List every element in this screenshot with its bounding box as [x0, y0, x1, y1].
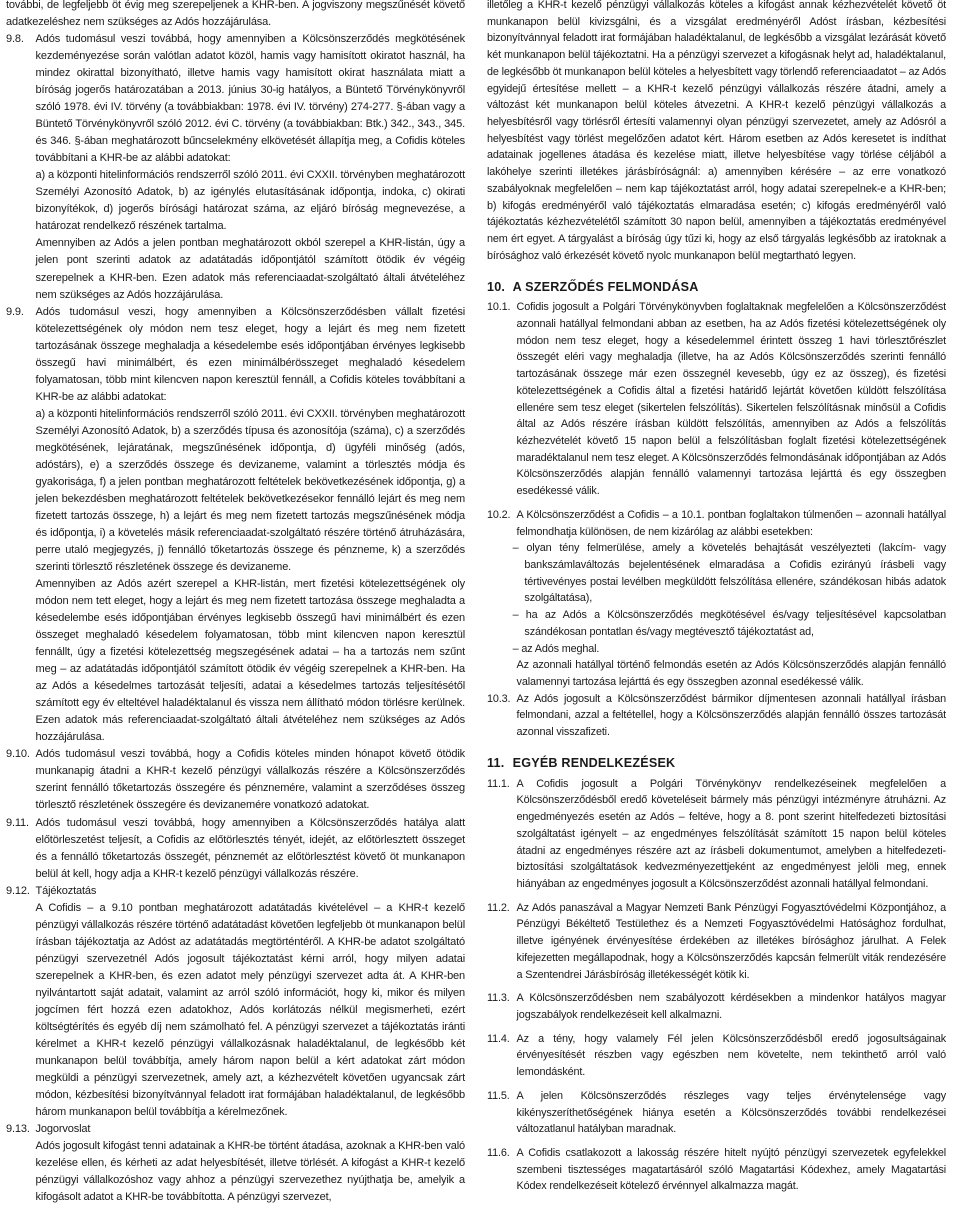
clause-text: A Kölcsönszerződést a Cofidis – a 10.1. pontban foglaltakon túlmenően – azonnali hatállyal felmondhatja különösen, de nem kizárólag az alábbi esetekben:: [516, 508, 947, 538]
right-column: [487, 0, 946, 1195]
clause-number: 10.2.: [487, 508, 511, 521]
clause-text: A Cofidis csatlakozott a lakosság részére hitelt nyújtó pénzügyi szervezetek egyfelekkel szembeni tisztességes magatartásáról szóló Magatartási Kódexhez, amely Magatartási Kódex rendelkezéseit kötelező érvénnyel alkalmazza magát.: [516, 1147, 947, 1193]
clause-11-3: [487, 990, 946, 1023]
clause-title: Jogorvoslat: [35, 1123, 91, 1136]
clause-text: Az a tény, hogy valamely Fél jelen Kölcsönszerződésből eredő jogosultságainak érvényesítését részben vagy egészben nem követelte, nem tekinthető arról való lemondásként.: [516, 1032, 947, 1079]
section-number: 11.: [487, 754, 505, 770]
clause-text: Az Adós panaszával a Magyar Nemzeti Bank Pénzügyi Fogyasztóvédelmi Központjához, a Pénzügyi Békéltető Testülethez és a Nemzeti Fogyasztóvédelmi Hatósághoz fordulhat, illetve igényének érvényesítése érdekében az illetékes bírósághoz járulhat. A Felek kifejezetten megállapodnak, hogy a Kölcsönszerződés kapcsán felmerült viták rendezésére a Szentendrei Járásbíróság illetékességét kötik ki.: [516, 901, 947, 981]
clause-number: 11.4.: [487, 1032, 510, 1045]
clause-title: Tájékoztatás: [35, 884, 97, 897]
section-heading-10: [487, 279, 946, 296]
clause-text: Adós tudomásul veszi továbbá, hogy amennyiben a Kölcsönszerződés megkötésének kezdeményezése során valótlan adatot közöl, hamis vagy hamisított okiratot használ, ha mindez okirattal bizonyítható, illetve hamis vagy hamisított okirat használata miatt a bíróság jogerős határozatában a 2013. június 30-ig hatályos, a Büntető Törvénykönyvről szóló 1978. évi IV. törvény (a továbbiakban: 1978. évi IV. törvény) 274-277. §-ában vagy a Büntető Törvénykönyvről szóló 2012. évi C. törvény (a továbbiakban: Btk.) 342., 343., 345. és 346. §-ában meghatározott bűncselekmény elkövetését állapítja meg, a Cofidis köteles továbbítani a KHR-be az alábbi adatokat:: [35, 33, 466, 165]
clause-9-10: [6, 746, 465, 814]
clause-text: A Kölcsönszerződésben nem szabályozott kérdésekben a mindenkor hatályos magyar jogszabályok rendelkezéseit kell alkalmazni.: [516, 992, 947, 1021]
clause-text: Adós tudomásul veszi továbbá, hogy a Cofidis köteles minden hónapot követő ötödik munkanapig átadni a KHR-t kezelő pénzügyi vállalkozás részére a Kölcsönszerződés szerint fennálló tőketartozás összegére és pénznemére, valamint a szerződéses összeg törlesztő részletének összegére és devizanemére vonatkozó adatokat.: [35, 748, 466, 812]
clause-11-6: [487, 1145, 946, 1195]
clause-text: Adós tudomásul veszi, hogy amennyiben a Kölcsönszerződésben vállalt fizetési kötelezettségének oly módon nem tesz eleget, hogy a lejárt és meg nem fizetett tartozásának összege meghaladja a késedelembe esés időpontjában érvényes legkisebb összegű havi minimálbért, és ezen minimálbérösszeget meghaladó késedelem folyamatosan, több mint kilencven napon keresztül fennáll, a Cofidis köteles továbbítani a KHR-be az alábbi adatokat:: [35, 305, 466, 403]
left-column: [6, 0, 465, 1206]
clause-9-13: [6, 1121, 465, 1206]
clause-text: A jelen Kölcsönszerződés részleges vagy teljes érvénytelensége vagy kikényszeríthetőségének hiánya esetén a Kölcsönszerződés további rendelkezései változatlanul hatályban maradnak.: [516, 1089, 947, 1136]
clause-9-12: [6, 883, 465, 1121]
clause-text: A Cofidis jogosult a Polgári Törvénykönyv rendelkezéseinek megfelelően a Kölcsönszerződésből eredő követeléseit bármely más pénzügyi intézményre átruházni. Az engedményezés esetén az Adós – feltéve, hogy a 8. pont szerint hitelfedezeti biztosítási szolgáltatást igényelt – az engedményes felszólítását számított 15 napon belül köteles átadni az engedményes részére azt az írásbeli dokumentumot, amelyben a hitelfedezeti-biztosítási szolgáltatások kedvezményezettjeként az engedményest jelöli meg, ennek hiányában az engedményes jogosult a Kölcsönszerződést azonnali hatállyal felmondani.: [516, 777, 947, 890]
section-title: A SZERZŐDÉS FELMONDÁSA: [512, 278, 699, 294]
clause-number: 9.9.: [6, 305, 24, 318]
clause-text: Cofidis jogosult a Polgári Törvénykönyvben foglaltaknak megfelelően a Kölcsönszerződést azonnali hatállyal felmondani abban az esetben, ha az Adós fizetési kötelezettségének oly módon nem tesz eleget, hogy a késedelemmel érintett összeg 1 havi törlesztőrészlet összegét eléri vagy meghaladja (illetve, ha az Adós Kölcsönszerződés szerinti fennálló tartozásának összege már ezen összegnél kevesebb, úgy ez az összeg), és fizetési kötelezettségének a Cofidis által a fizetési határidő lejártát követően küldött felszólítása ellenére sem tesz eleget (sikertelen felszólítás). Sikertelen felszólításnak minősül a Cofidis által az Adós részére írásban küldött felszólítás, amennyiben az Adós a felszólítás kézhezvételét követő 15 napon belül a felszólításban foglalt fizetési kötelezettségének maradéktalanul nem tesz eleget. A Kölcsönszerződés felmondásának időpontjában az Adós Kölcsönszerződés alapján fennálló valamennyi tartozása lejárttá és egy összegben esedékessé válik.: [516, 301, 947, 498]
section-title: EGYÉB RENDELKEZÉSEK: [512, 754, 676, 770]
clause-10-1: [487, 299, 946, 500]
clause-11-1: [487, 776, 946, 893]
clause-9-9: [6, 304, 465, 747]
clause-number: 11.6.: [487, 1147, 510, 1159]
clause-text-a: a) a központi hitelinformációs rendszerről szóló 2011. évi CXXII. törvényben meghatározott Személyi Azonosító Adatok, b) az igénylés elutasításának időpontja, indoka, c) okirati bizonyítékok, d) jogerős bírósági határozat száma, az eljáró bíróság megnevezése, a határozat rendelkező részének tartalma.: [35, 169, 466, 233]
clause-number: 11.1.: [487, 777, 510, 790]
clause-number: 11.3.: [487, 992, 510, 1005]
clause-number: 9.10.: [6, 748, 30, 761]
right-continuation-paragraph: illetőleg a KHR-t kezelő pénzügyi vállalkozás köteles a kifogást annak kézhezvételét követő öt munkanapon belül kivizsgálni, és a vizsgálat eredményéről Adóst írásban, kézbesítési bizonyítvánnyal feladott irat formájában haladéktalanul, de legkésőbb a vizsgálat lezárását követő két munkanapon belül tájékoztatni. Ha a pénzügyi szervezet a kifogásnak helyt ad, haladéktalanul, de legkésőbb öt munkanapon belül köteles a helyesbített vagy törlendő referenciaadatot – az Adós egyidejű értesítése mellett – a KHR-t kezelő pénzügyi vállalkozás részére átadni, amely a változást két munkanapon belül köteles átvezetni. A KHR-t kezelő pénzügyi vállalkozás a helyesbítésről vagy törlésről értesíti valamennyi olyan pénzügyi szervezetet, amely az Adósról a helyesbítést vagy törlést megelőzően adatot kért. Három esetben az Adós keresetet is indíthat adatainak jogellenes átadása és kezelése miatt, illetve helyesbítése vagy törlése céljából a lakóhelye szerinti illetékes járásbíróságnál: a) amennyiben kérésére – az erre vonatkozó szabályoknak megfelelően – nem kap tájékoztatást arról, hogy adatai szerepelnek-e a KHR-ben; b) kifogás eredményéről való tájékoztatás elmaradása esetén; c) kifogás eredményéről való tájékoztatás kézhezvételétől számított 30 napon belül, amennyiben a tájékoztatás eredményével nem ért egyet. A tárgyalást a bíróság úgy tűzi ki, hogy az első tárgyalás legkésőbb az iratoknak a bírósághoz való érkezését követő nyolc munkanapon belül megtartható legyen.: [487, 0, 947, 262]
clause-10-2: [487, 507, 946, 540]
clause-number: 11.5.: [487, 1089, 510, 1102]
section-number: 10.: [487, 278, 506, 294]
clause-number: 9.8.: [6, 33, 24, 46]
clause-text-b: Amennyiben az Adós a jelen pontban meghatározott okból szerepel a KHR-listán, úgy a jelen pont szerinti adatok az adatátadás időpontjától számított ötödik év végéig szerepelnek a KHR-ben. Ezen adatok más referenciaadat-szolgáltató általi átvételéhez nem szükséges az Adós hozzájárulása.: [35, 237, 466, 301]
list-item: – olyan tény felmerülése, amely a követelés behajtását veszélyezteti (lakcím- vagy bankszámlaváltozás bejelentésének elmaradása a Cofidis ezirányú írásbeli vagy tértivevényes postai levélben megküldött felszólítása ellenére, szándékosan hibás adatok szolgáltatása),: [512, 542, 947, 605]
clause-9-11: [6, 815, 465, 883]
list-item: – ha az Adós a Kölcsönszerződés megkötésével és/vagy teljesítésével kapcsolatban szándékosan pontatlan és/vagy megtévesztő tájékoztatást ad,: [512, 609, 947, 638]
clause-11-2: [487, 900, 946, 984]
left-continuation-paragraph: további, de legfeljebb öt évig meg szerepeljenek a KHR-ben. A jogviszony megszűnését követő adatkezeléshez nem szükséges az Adós hozzájárulása.: [6, 0, 466, 29]
clause-11-5: [487, 1088, 946, 1138]
clause-text-b: Amennyiben az Adós azért szerepel a KHR-listán, mert fizetési kötelezettségének oly módon nem tett eleget, hogy a lejárt és meg nem fizetett tartozása összege meghaladta a késedelembe esés időpontjában érvényes legkisebb összegű havi minimálbért és ezen összeget meghaladó késedelem folyamatosan, több mint kilencven napon keresztül fennállt, úgy a fizetési kötelezettség megszegésének adatai – ha a tartozás nem szűnt meg – az adatátadás időpontjától számított ötödik év végéig szerepelnek a KHR-ben. Ha az Adós a késedelmes tartozását teljesíti, adatai a késedelmes tartozás teljesítésétől számított egy év elteltével haladéktalanul és vissza nem állítható módon törlésre kerülnek. Ezen adatok más referenciaadat-szolgáltató általi átvételéhez nem szükséges az Adós hozzájárulása.: [35, 578, 466, 744]
clause-number: 10.1.: [487, 301, 511, 314]
clause-number: 9.11.: [6, 816, 29, 829]
section-heading-11: [487, 755, 946, 772]
clause-number: 9.12.: [6, 884, 30, 897]
clause-number: 9.13.: [6, 1123, 30, 1136]
clause-text-b: Az azonnali hatállyal történő felmondás esetén az Adós Kölcsönszerződés alapján fennálló valamennyi tartozása lejárttá és egy összegben azonnal esedékessé válik.: [516, 659, 947, 689]
clause-number: 11.2.: [487, 901, 510, 914]
clause-11-4: [487, 1031, 946, 1081]
list-item: – az Adós meghal.: [512, 642, 600, 655]
clause-number: 10.3.: [487, 692, 511, 705]
clause-9-8: [6, 31, 465, 304]
clause-text-a: a) a központi hitelinformációs rendszerről szóló 2011. évi CXXII. törvényben meghatározott Személyi Azonosító Adatok, b) a szerződés típusa és azonosítója (száma), c) a szerződés megkötésének, lejáratának, megszűnésének időpontja, d) ügyféli minőség (adós, adóstárs), e) a szerződés összege és devizaneme, valamint a törlesztés módja és gyakorisága, f) a jelen pontban meghatározott feltételek bekövetkezésének időpontja, g) a jelen bekezdésben meghatározott feltételek bekövetkezésekor fennálló lejárt és meg nem fizetett tartozás összege, h) a lejárt és meg nem fizetett tartozás megszűnésének módja és időpontja, i) a követelés másik referenciaadat-szolgáltató részére történő átruházására, perre utaló megjegyzés, j) fennálló tőketartozás összege és pénzneme, k) a szerződés szerinti törlesztő részletének összege és devizaneme.: [35, 407, 466, 574]
clause-10-3: [487, 691, 946, 741]
clause-text: A Cofidis – a 9.10 pontban meghatározott adatátadás kivételével – a KHR-t kezelő pénzügyi vállalkozás részére történő adatátadást követően legfeljebb öt munkanapon belül írásban tájékoztatja az Adóst az adatátadás megtörténtéről. A KHR-be adatot szolgáltató pénzügyi szervezetnél Adós jogosult tájékoztatást kérni arról, hogy milyen adatai szerepelnek a KHR-ben, és ezen adatot mely pénzügyi szervezet adta át. A KHR-ben nyilvántartott saját adatait, valamint az arról szóló információt, hogy ki, mikor és milyen jogcímen fért hozzá ezen adatokhoz, Adós korlátozás nélkül megismerheti, ezért költségtérítés és egyéb díj nem számolható fel. A pénzügyi szervezet a tájékoztatás iránti kérelmet a KHR-t kezelő pénzügyi vállalkozásnak haladéktalanul, de legkésőbb két munkanapon belül továbbítja, amely három napon belül a kért adatokat zárt módon megküldi a pénzügyi szervezetnek, amely azt, a kézhezvételt követően ugyancsak zárt módon, kézbesítési bizonyítvánnyal feladott irat formájában haladéktalanul, de legkésőbb három munkanapon belül továbbítja a kérelmezőnek.: [35, 901, 466, 1119]
clause-text: Az Adós jogosult a Kölcsönszerződést bármikor díjmentesen azonnali hatállyal írásban felmondani, azzal a feltétellel, hogy a Kölcsönszerződés alapján fennálló összes tartozását azonnal visszafizeti.: [516, 692, 947, 739]
clause-text: Adós jogosult kifogást tenni adatainak a KHR-be történt átadása, azoknak a KHR-ben való kezelése ellen, és kérheti az adat helyesbítését, illetve törlését. A kifogást a KHR-t kezelő pénzügyi vállalkozóshoz vagy ahhoz a pénzügyi szervezethez nyújthatja be, amelyik a kifogásolt adatot a KHR-be továbbította. A pénzügyi szervezet,: [35, 1140, 466, 1204]
clause-text: Adós tudomásul veszi továbbá, hogy amennyiben a Kölcsönszerződés hatálya alatt előtörleszetést teljesít, a Cofidis az előtörlesztés tényét, idejét, az előtörlesztett összeget és a fennálló tőketartozás összegét, pénznemét az előtörlesztést követő öt munkanapon belül át kell, hogy adja a KHR-t kezelő pénzügyi vállalkozás részére.: [35, 816, 466, 880]
